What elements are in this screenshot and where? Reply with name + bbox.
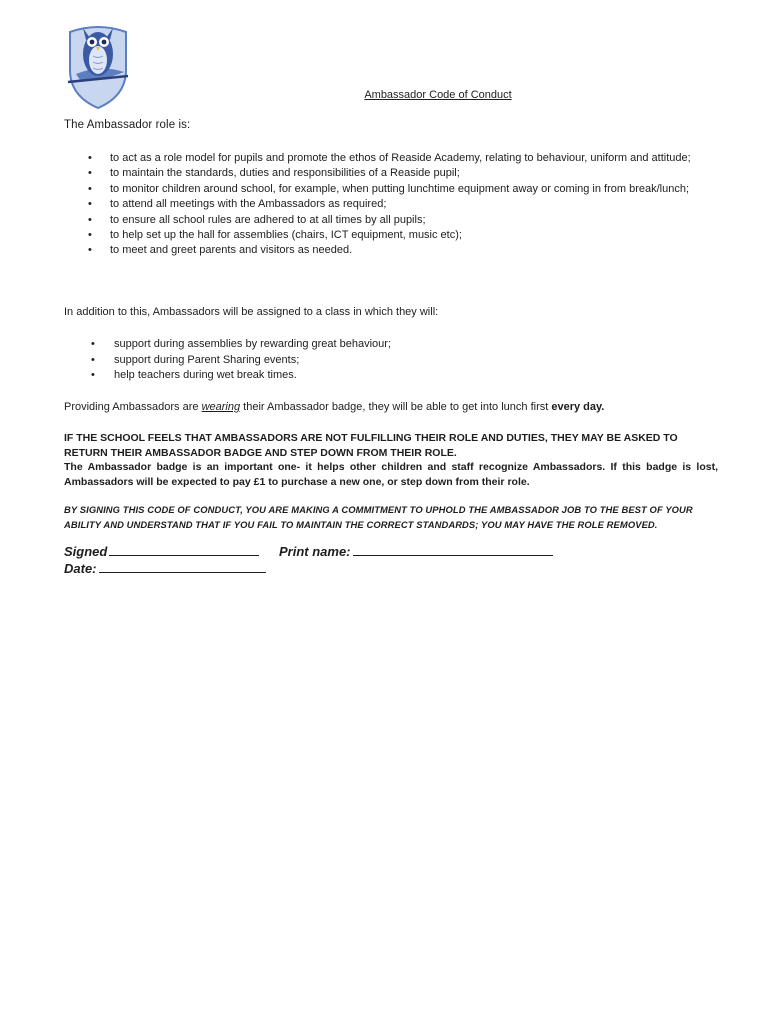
providing-paragraph xyxy=(64,401,604,413)
date-line[interactable] xyxy=(99,560,266,573)
providing-emphasis: wearing xyxy=(201,401,241,413)
date-field[interactable] xyxy=(64,560,266,576)
support-list xyxy=(64,337,391,384)
addition-text: In addition to this, Ambassadors will be assigned to a class in which they will: xyxy=(64,306,439,318)
list-item: • to meet and greet parents and visitors as needed. xyxy=(64,243,714,258)
date-label: Date: xyxy=(64,561,97,576)
providing-bold: every day. xyxy=(551,401,605,413)
roles-list xyxy=(64,151,714,259)
providing-part1: Providing Ambassadors are xyxy=(64,401,202,413)
signed-line[interactable] xyxy=(109,543,259,556)
badge-note: The Ambassador badge is an important one- it helps other children and staff recognize Ambassadors. If this badge is lost, Ambassadors will be expected to pay £1 to purchase a new one, or step down from their role. xyxy=(64,461,718,488)
list-item: • to monitor children around school, for example, when putting lunchtime equipment away or coming in from break/lunch; xyxy=(64,182,714,197)
list-item: • to ensure all school rules are adhered to at all times by all pupils; xyxy=(64,213,714,228)
print-name-line[interactable] xyxy=(353,543,553,556)
commitment-paragraph: BY SIGNING THIS CODE OF CONDUCT, YOU ARE MAKING A COMMITMENT TO UPHOLD THE AMBASSADOR JOB TO THE BEST OF YOUR ABILITY AND UNDERSTAND THAT IF YOU FAIL TO MAINTAIN THE CORRECT STANDARDS; YOU MAY HAVE THE ROLE REMOVED. xyxy=(64,504,693,530)
list-item: • to act as a role model for pupils and promote the ethos of Reaside Academy, relating to behaviour, uniform and attitude; xyxy=(64,151,714,166)
intro-text: The Ambassador role is: xyxy=(64,119,191,131)
list-item: • to maintain the standards, duties and responsibilities of a Reaside pupil; xyxy=(64,166,714,181)
list-item: • to help set up the hall for assemblies (chairs, ICT equipment, music etc); xyxy=(64,228,714,243)
print-name-field[interactable] xyxy=(279,543,553,559)
signed-label: Signed xyxy=(64,544,108,559)
list-item: • support during assemblies by rewarding great behaviour; xyxy=(64,337,391,353)
signed-field[interactable] xyxy=(64,543,259,559)
print-name-label: Print name: xyxy=(279,544,351,559)
page-title: Ambassador Code of Conduct xyxy=(364,89,512,101)
list-item: • support during Parent Sharing events; xyxy=(64,353,391,369)
providing-part2: their Ambassador badge, they will be able to get into lunch first xyxy=(240,401,552,413)
list-item: • help teachers during wet break times. xyxy=(64,368,391,384)
warning-paragraph: IF THE SCHOOL FEELS THAT AMBASSADORS ARE NOT FULFILLING THEIR ROLE AND DUTIES, THEY MAY BE ASKED TO RETURN THEIR AMBASSADOR BADGE AND STEP DOWN FROM THEIR ROLE. xyxy=(64,432,678,459)
list-item: • to attend all meetings with the Ambassadors as required; xyxy=(64,197,714,212)
